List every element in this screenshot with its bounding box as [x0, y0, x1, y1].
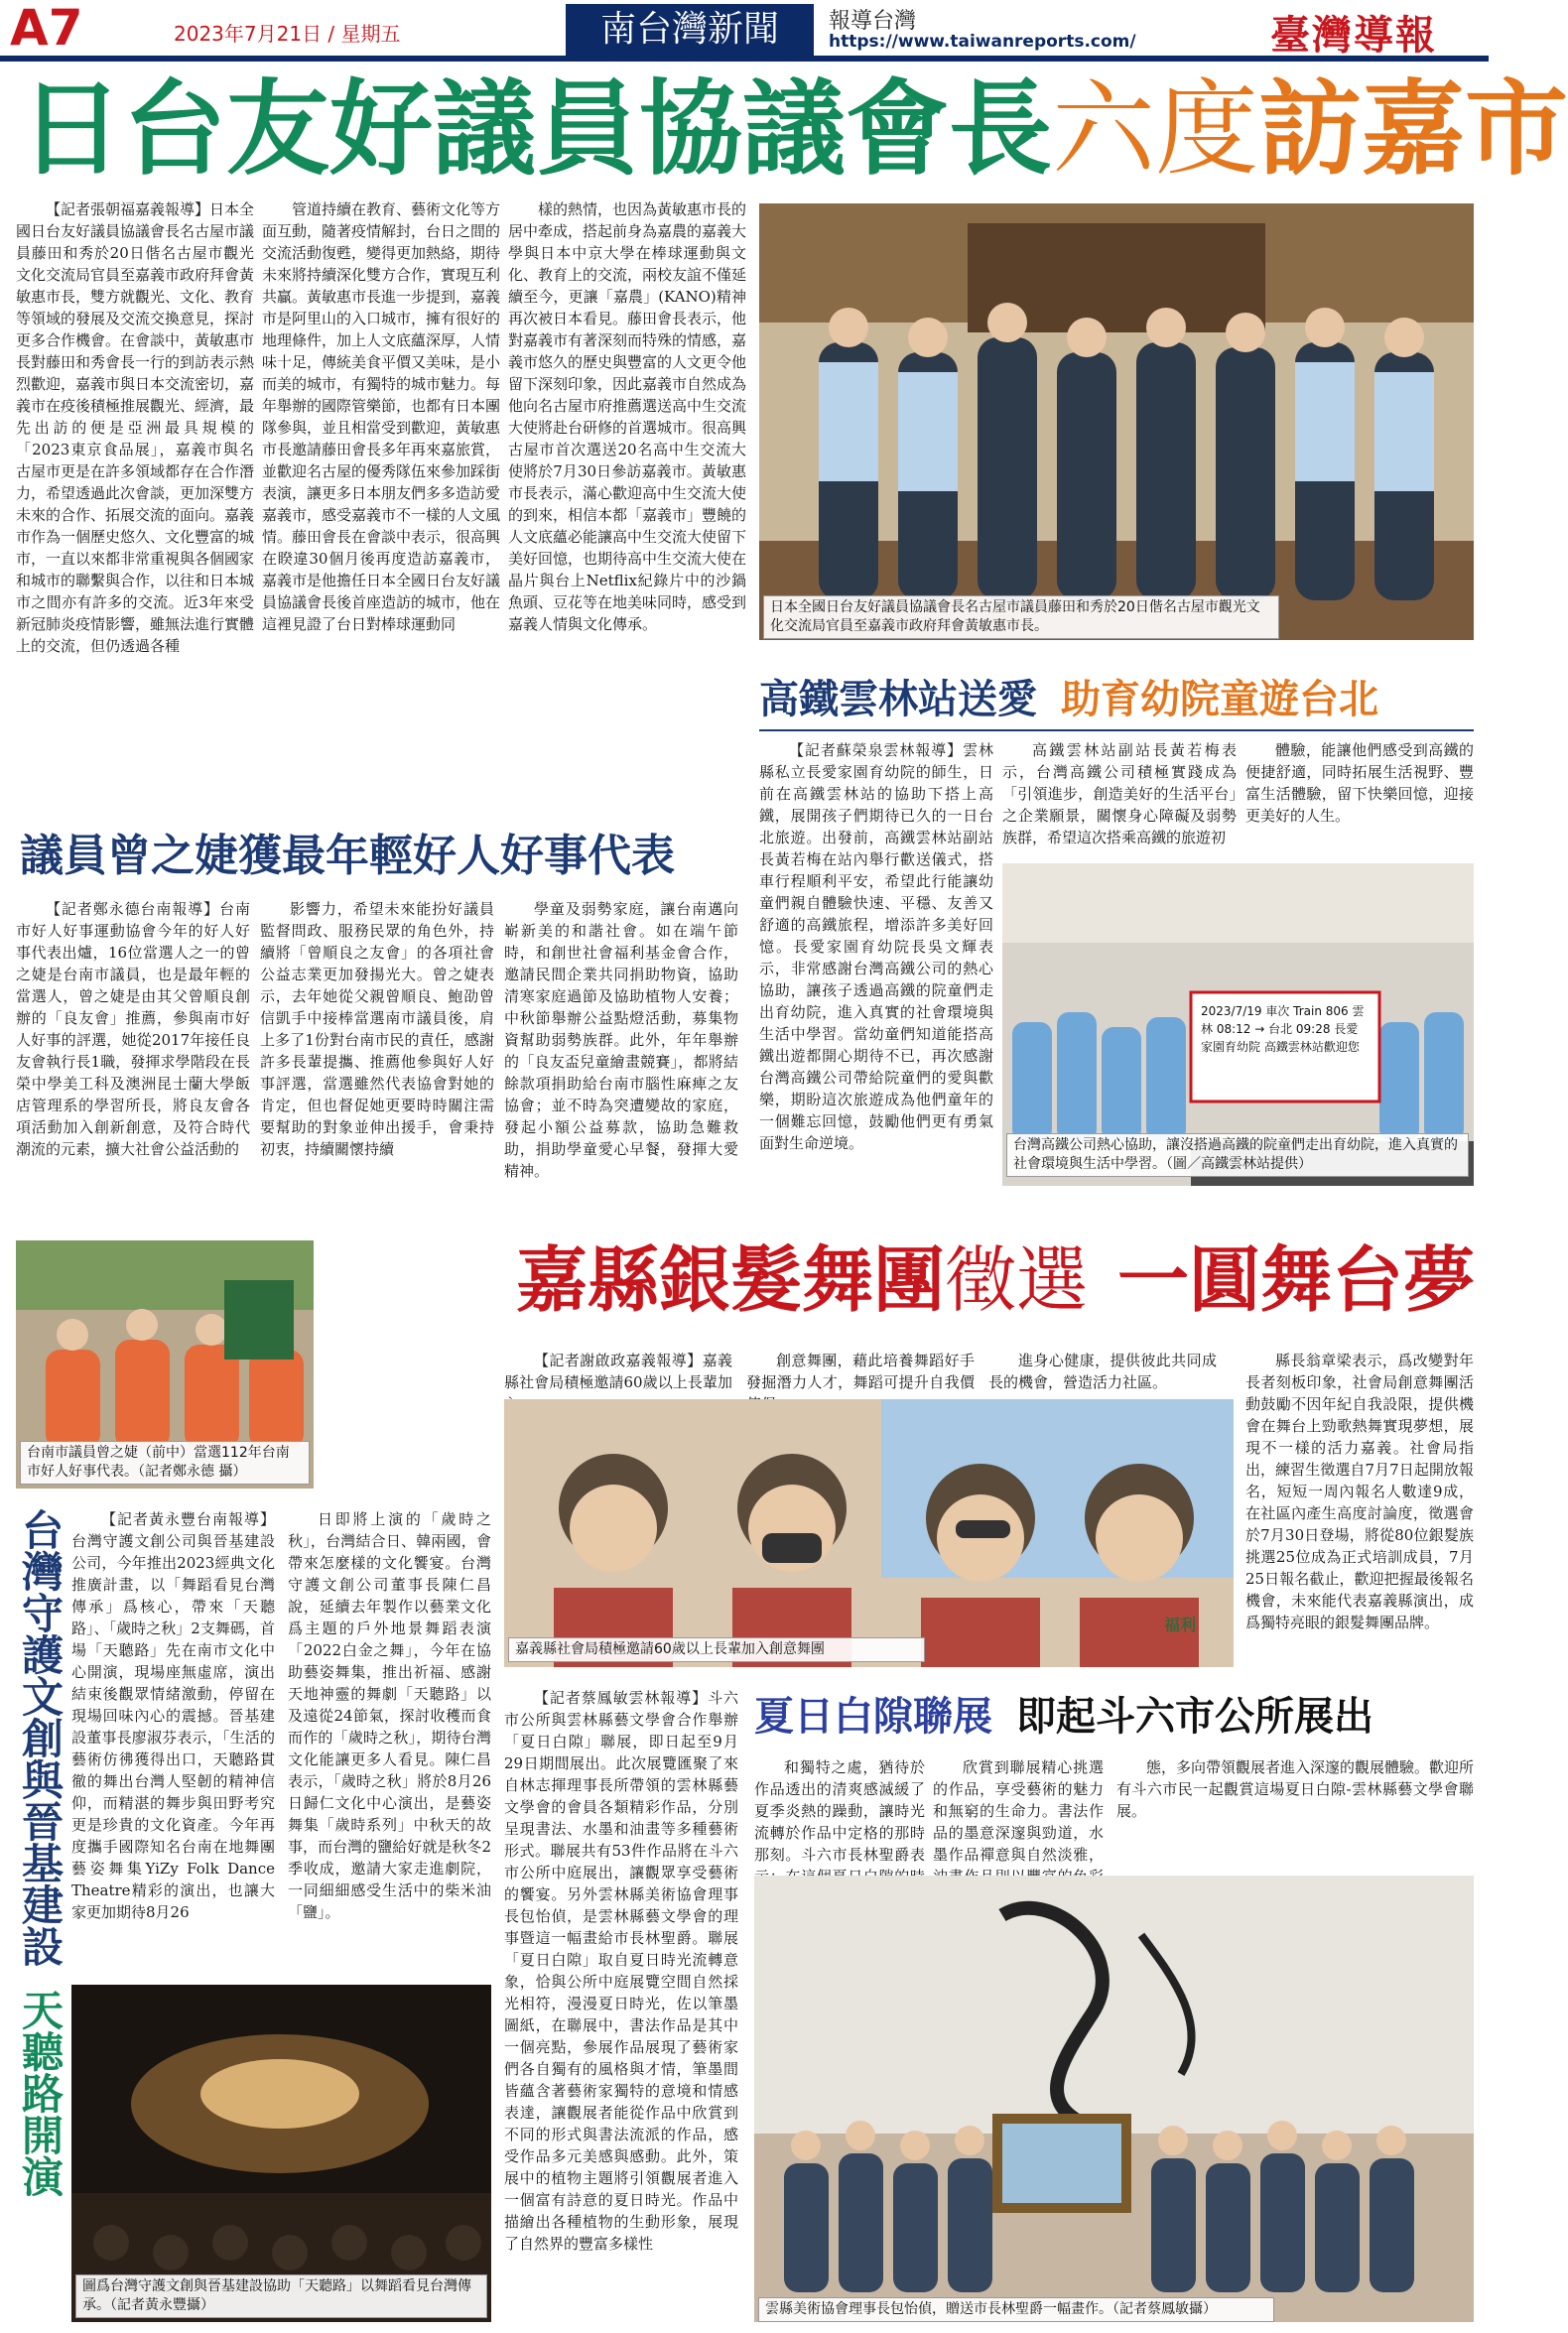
story6-headline-sub: 即起斗六市公所展出 [1016, 1694, 1373, 1740]
story4-headline-main: 嘉縣銀髮舞團 [516, 1238, 946, 1322]
train-ticket-sign: 2023/7/19 車次 Train 806 雲林 08:12 → 台北 09:28 長愛家園育幼院 高鐵雲林站歡迎您 [1201, 1004, 1365, 1054]
story4-column-4: 縣長翁章梁表示，爲改變對年長者刻板印象，社會局創意舞團活動鼓勵不因年紀自我設限，提供機會在舞台上勁歌熱舞實現夢想，展現不一樣的活力嘉義。社會局指出，練習生徵選自7月7日起開放報名，短短一周內報名人數達9成，在社區內產生高度討論度，徵選會於7月30日登場，將從80位銀髮族挑選25位成為正式培訓成員，7月25日報名截止，歡迎把握最後報名機會，未來能代表嘉義縣演出，成爲獨特亮眼的銀髮舞團品牌。 [1245, 1352, 1474, 1631]
story4-column-1: 【記者謝啟政嘉義報導】嘉義縣社會局積極邀請60歲以上長輩加 [504, 1352, 732, 1391]
story5-photo [71, 1985, 491, 2322]
section-title: 南台灣新聞 [566, 4, 814, 56]
story2-column-2: 影響力，希望未來能扮好議員監督問政、服務民眾的角色外，持續將「曾順良之友會」的各項社會公益志業更加發揚光大。曾之婕表示，去年她從父親曾順良、鮑劭曾信凱手中接棒當選南市議員後，肩上多了1份對台南市民的責任，感謝許多長輩提攜、推薦他參與好人好事評選，當選雖然代表協會對她的肯定，但也督促她更要時時關注需要幫助的對象並伸出援手，會秉持初衷，持續關懷持續 [260, 900, 494, 1158]
story6-column-4: 態，多向帶領觀展者進入深邃的觀展體驗。歡迎所有斗六市民一起觀賞這場夏日白隙-雲林縣藝文學會聯展。 [1116, 1758, 1475, 1820]
story6-headline [754, 1687, 1373, 1747]
story3-column-1: 【記者蘇榮泉雲林報導】雲林縣私立長愛家園育幼院的師生，日前在高鐵雲林站的協助下搭上高鐵，展開孩子們期待已久的一日台北旅遊。出發前，高鐵雲林站副站長黃若梅在站內舉行歡送儀式，搭車行程順利平安，希望此行能讓幼童們親自體驗快速、平穩、友善又舒適的高鐵旅程，增添許多美好回憶。長愛家園育幼院長吳文輝表示，非常感謝台灣高鐵公司的熱心協助，讓孩子透過高鐵的院童們走出育幼院，進入真實的社會環境與生活中學習。當幼童們知道能搭高鐵出遊都開心期待不已，再次感謝台灣高鐵公司帶給院童們的愛與歡樂，期盼這次旅遊成為他們童年的一個難忘回憶，鼓勵他們更有勇氣面對生命逆境。 [759, 741, 993, 1152]
story3-column-3: 體驗，能讓他們感受到高鐵的便捷舒適，同時拓展生活視野、豐富生活體驗，留下快樂回憶，迎接更美好的人生。 [1245, 741, 1474, 825]
story3-headline [759, 675, 1378, 724]
story6-column-2: 和獨特之處，猶待於作品透出的清爽感滅緩了夏季炎熱的躁動，讓時光流轉於作品中定格的那時那刻。斗六市長林聖爵表 [754, 1758, 925, 1864]
story5-headline-sub: 天聽路開演 [16, 1989, 65, 2197]
story1-column-2: 管道持續在教育、藝術文化等方面互動，隨著疫情解封，台日之間的交流活動復甦，變得更加熱絡，期待未來將持續深化雙方合作，實現互利共贏。黃敏惠市長進一步提到，嘉義市是阿里山的入口城市，擁有很好的地理條件，加上人文底蘊深厚，人情味十足，傳統美食平價又美味，是小而美的城市，有獨特的城市魅力。每年舉辦的國際管樂節，也都有日本團隊參與，並且相當受到歡迎，黃敏惠市長邀請藤田會長多年再來嘉旅賞，並歡迎名古屋的優秀隊伍來參加踩街表演，讓更多日本朋友們多多造訪愛嘉義市，感受嘉義市不一樣的人文風情。藤田會長在會談中表示，很高興在睽違30個月後再度造訪嘉義市，嘉義市是他擔任日本全國日台友好議員協議會長後首座造訪的城市，他在這裡見證了台日對棒球運動同 [262, 200, 501, 633]
story1-headline-count: 六度 [1052, 68, 1259, 190]
story3-headline-sub: 助育幼院童遊台北 [1061, 677, 1378, 722]
story3-rule [759, 729, 1474, 731]
story4-column-3: 進身心健康，提供彼此共同成長的機會，營造活力社區。 [988, 1352, 1217, 1391]
publisher-name: 報導台灣 [829, 9, 917, 34]
page-number: A7 [10, 0, 83, 57]
story6-photo-caption: 雲縣美術協會理事長包怡偵，贈送市長林聖爵一幅畫作。（記者蔡鳳敏攝） [758, 2297, 1274, 2322]
story6-column-1: 【記者蔡鳳敏雲林報導】斗六市公所與雲林縣藝文學會合作舉辦「夏日白隙」聯展，即日起至9月29日期間展出。此次展覽匯聚了來自林志揮理事長所帶領的雲林縣藝文學會的會員各類精彩作品，分別呈現書法、水墨和油畫等多種藝術形式。聯展共有53件作品將在斗六市公所中庭展出，讓觀眾享受藝術的饗宴。另外雲林縣美術協會理事長包怡偵，是雲林縣藝文學會的理事暨這一幅畫給市長林聖爵。聯展「夏日白隙」取自夏日時光流轉意象，恰與公所中庭展覽空間自然採光相符，漫漫夏日時光，佐以筆墨圖紙，在聯展中，書法作品是其中一個亮點，參展作品展現了藝術家們各自獨有的風格與才情，筆墨間皆蘊含著藝術家獨特的意境和情感表達，讓觀展者能從作品中欣賞到不同的形式與書法流派的作品，感受作品多元美感與感動。此外，策展中的植物主題將引領觀展者進入一個富有詩意的夏日時光。作品中描繪出各種植物的生動形象，展現了自然界的豐富多樣性 [504, 1689, 738, 2253]
story1-photo [759, 203, 1474, 640]
story5-headline-main: 台灣守護文創與晉基建設 [16, 1508, 65, 1967]
story4-photo [504, 1399, 1234, 1667]
story5-column-2: 日即將上演的「歲時之秋」，台灣結合日、韓兩國，會帶來怎麼樣的文化饗宴。台灣守護文創公司董事長陳仁昌說，延續去年製作以藝業文化爲主題的戶外地景舞蹈表演「2022白金之舞」，今年在協助藝姿舞集，推出祈福、感謝天地神靈的舞劇「天聽路」以及遠從24節氣，探討收穫而食而作的「歲時之秋」，期待台灣文化能讓更多人看見。陳仁昌表示，「歲時之秋」將於8月26日歸仁文化中心演出，是藝姿舞集「歲時系列」中秋天的故事，而台灣的鹽給好就是秋冬2季收成，邀請大家走進劇院，一同細細感受生活中的柴米油「鹽」。 [288, 1510, 491, 1921]
story1-photo-caption: 日本全國日台友好議員協議會長名古屋市議員藤田和秀於20日偕名古屋市觀光文化交流局官員至嘉義市政府拜會黃敏惠市長。 [763, 595, 1279, 639]
story4-photo-caption: 嘉義縣社會局積極邀請60歲以上長輩加入創意舞團 [508, 1637, 925, 1662]
story3-photo-caption: 台灣高鐵公司熱心協助，讓沒搭過高鐵的院童們走出育幼院，進入真實的社會環境與生活中學習。（圖／高鐵雲林站提供） [1006, 1133, 1469, 1177]
story1-column-1: 【記者張朝福嘉義報導】日本全國日台友好議員協議會長名古屋市議員藤田和秀於20日偕名古屋市觀光文化交流局官員至嘉義市政府拜會黃敏惠市長，雙方就觀光、文化、教育等領域的發展及交流交換意見，探討更多合作機會。在會談中，黃敏惠市長對藤田和秀會長一行的到訪表示熱烈歡迎，嘉義市與日本交流密切，嘉義市在疫後積極推展觀光、經濟，最先出訪的便是亞洲最具規模的「2023東京食品展」，嘉義市與名古屋市更是在許多領域都存在合作潛力，希望透過此次會談，更加深雙方未來的合作、拓展交流的面向。嘉義市作為一個歷史悠久、文化豐富的城市，一直以來都非常重視與各個國家和城市的聯繫與合作，以往和日本城市之間亦有許多的交流。近3年來受新冠肺炎疫情影響，雖無法進行實體上的交流，但仍透過各種 [16, 200, 255, 655]
story5-photo-caption: 圖爲台灣守護文創與晉基建設協助「天聽路」以舞蹈看見台灣傳承。（記者黃永豐攝） [75, 2274, 487, 2318]
story3-column-2: 高鐵雲林站副站長黃若梅表示，台灣高鐵公司積極實踐成為「引領進步，創造美好的生活平台」之企業願景，關懷身心障礙及弱勢族群，希望這次搭乘高鐵的旅遊初 [1002, 741, 1237, 846]
story6-photo [754, 1876, 1474, 2322]
story4-headline-end: 一圓舞台夢 [1117, 1238, 1476, 1322]
newspaper-logo: 臺灣導報 [1270, 12, 1437, 59]
story2-column-1: 【記者鄭永德台南報導】台南市好人好事運動協會今年的好人好事代表出爐，16位當選人之一的曾之婕是台南市議員，也是最年輕的當選人，曾之婕是由其父曾順良創辦的「良友會」推薦，參與南市好人好事的評選，她從2017年接任良友會執行長1職，發揮求學階段在長榮中學美工科及澳洲昆士蘭大學飯店管理系的學習所長，將良友會各項活動加入創新創意，及符合時代潮流的元素，擴大社會公益活動的 [16, 900, 250, 1158]
story3-photo [1002, 863, 1474, 1186]
story3-headline-main: 高鐵雲林站送愛 [759, 677, 1037, 722]
story2-photo [16, 1240, 314, 1489]
story5-column-1: 【記者黃永豐台南報導】台灣守護文創公司與晉基建設公司，今年推出2023經典文化推廣計畫，以「舞蹈看見台灣傳承」爲核心，帶來「天聽路」、「歲時之秋」2支舞碼，首場「天聽路」先在南市文化中心開演，現場座無虛席，演出結束後觀眾情緒激動，停留在現場回味內心的震撼。晉基建設董事長廖淑芬表示，「生活的藝術仿彿獲得出口，天聽路貫徹的舞出台灣人堅韌的精神信仰，而精湛的舞步與田野考究更是珍貴的文化資產。今年再度攜手國際知名台南在地舞團藝姿舞集YiZy Folk Dance Theatre精彩的演出，也讓大家更加期待8月26 [71, 1510, 275, 1921]
story4-headline-mid: 徵選 [945, 1238, 1089, 1322]
story5-headline [14, 1508, 64, 2322]
story1-headline [20, 69, 1568, 189]
story4-column-2: 創意舞團，藉此培養舞蹈好手發掘潛力人才，舞蹈可提升自我價 [746, 1352, 975, 1391]
story6-headline-main: 夏日白隙聯展 [754, 1694, 992, 1740]
story4-headline [516, 1235, 1475, 1325]
story1-headline-main: 日台友好議員協議會長 [20, 68, 1053, 190]
story4-photo-sign: 福利 [1164, 1616, 1197, 1634]
story6-column-3: 欣賞到聯展精心挑選的作品，享受藝術的魅力和無窮的生命力。書法作品的墨意深邃與勁道，水墨作品禪意與自然淡雅， [933, 1758, 1104, 1864]
story1-headline-end: 訪嘉市 [1258, 68, 1568, 190]
story2-photo-caption: 台南市議員曾之婕（前中）當選112年台南市好人好事代表。（記者鄭永德 攝） [20, 1441, 310, 1485]
story1-column-3: 樣的熱情，也因為黃敏惠市長的居中牽成，搭起前身為嘉農的嘉義大學與日本中京大學在棒球運動與文化、教育上的交流，兩校友誼不僅延續至今，更讓「嘉農」(KANO)精神再次被日本看見。藤田會長表示，他對嘉義市有著深刻而特殊的情感，嘉義市悠久的歷史與豐富的人文更令他留下深刻印象，因此嘉義市自然成為他向名古屋市府推薦選送高中生交流大使將赴台研修的首選城市。很高興古屋市首次選送20名高中生交流大使將於7月30日參訪嘉義市。黃敏惠市長表示，滿心歡迎高中生交流大使的到來，相信本都「嘉義市」豐饒的人文底蘊必能讓高中生交流大使留下美好回憶，也期待高中生交流大使在晶片與台上Netflix紀錄片中的沙鍋魚頭、豆花等在地美味同時，感受到嘉義人情與文化傳承。 [508, 200, 747, 633]
issue-date: 2023年7月21日 / 星期五 [174, 22, 401, 46]
story2-column-3: 學童及弱勢家庭，讓台南邁向嶄新美的和諧社會。如在端午節時，和創世社會福利基金會合作，邀請民間企業共同捐助物資，協助清寒家庭過節及協助植物人安養；中秋節舉辦公益點燈活動，募集物資幫助弱勢族群。此外，年年舉辦的「良友盃兒童繪畫競賽」，都將結餘款項捐助給台南市腦性麻痺之友協會；並不時為突遭變故的家庭，發起小額公益募款，協助急難救助，捐助學童愛心早餐，發揮大愛精神。 [504, 900, 738, 1180]
story2-headline: 議員曾之婕獲最年輕好人好事代表 [20, 831, 675, 881]
publisher-url[interactable]: https://www.taiwanreports.com/ [829, 32, 1136, 52]
